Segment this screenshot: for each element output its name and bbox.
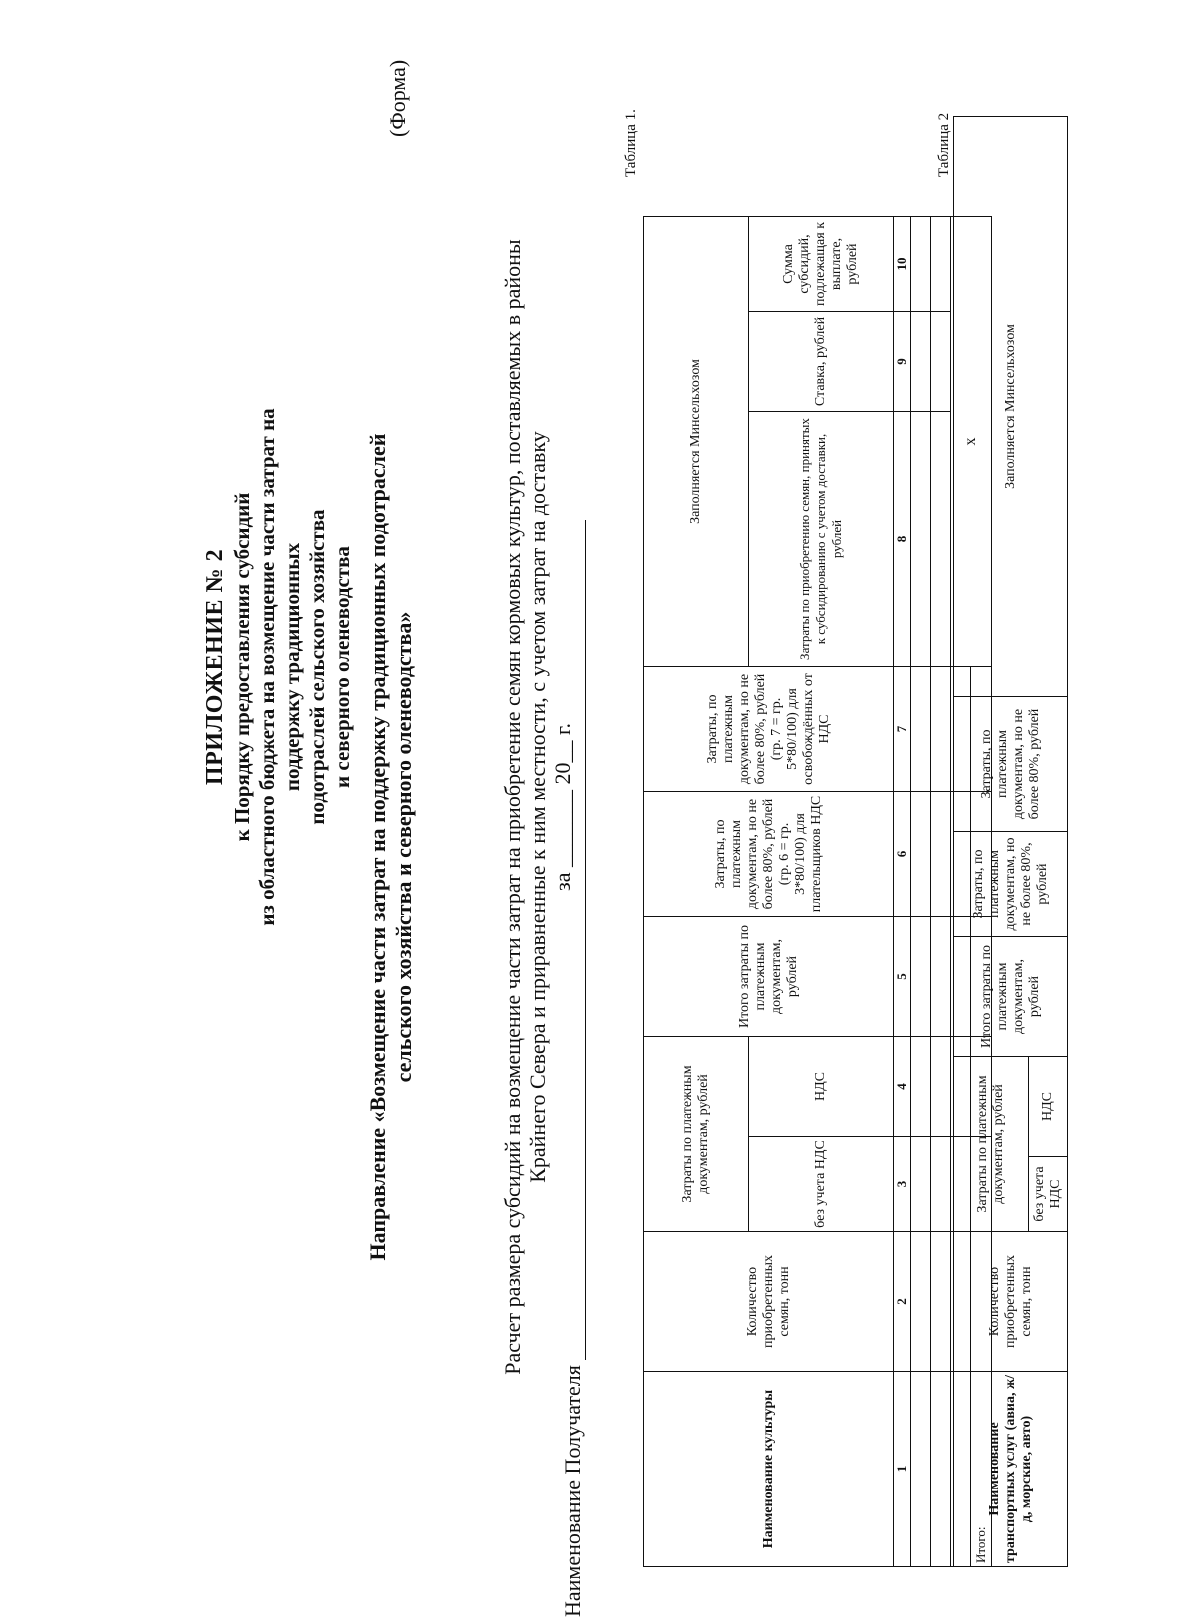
column-number: 10 [894, 217, 911, 312]
header-costs-group: Затраты по платежным документам, рублей [954, 1057, 1029, 1232]
table-cell[interactable] [911, 1137, 931, 1232]
table1-caption: Таблица 1. [623, 109, 639, 177]
header-ministry-group: Заполняется Минсельхозом [954, 117, 1068, 697]
calculation-period: за _______ 20__ г. [550, 723, 575, 891]
table-cell[interactable] [931, 667, 951, 792]
header-costs-group: Затраты по платежным документам, рублей [644, 1037, 749, 1232]
header-costs-vat-payers: Затраты, по платежным документам, но не более 80%, рублей (гр. 6 = гр. 3*80/100) для плательщиков НДС [644, 792, 894, 917]
table-cell[interactable] [931, 217, 951, 312]
column-number: 7 [894, 667, 911, 792]
header-rate: Ставка, рублей [749, 312, 894, 412]
table-cell[interactable] [931, 1372, 951, 1567]
header-ministry-group: Заполняется Минсельхозом [644, 217, 749, 667]
appendix-line: подотраслей сельского хозяйства [305, 509, 329, 825]
total-label: Итого: [971, 1372, 992, 1567]
column-number: 6 [894, 792, 911, 917]
appendix-line: к Порядку предоставления субсидий [230, 492, 254, 842]
table-cell[interactable] [931, 312, 951, 412]
table-cell[interactable] [931, 917, 951, 1037]
direction-title [365, 147, 417, 1547]
column-number: 8 [894, 412, 911, 667]
table1-side-blank [644, 22, 931, 217]
recipient-field [560, 517, 586, 1617]
column-number: 5 [894, 917, 911, 1037]
table-cell[interactable] [911, 1232, 931, 1372]
table2 [953, 116, 1068, 1567]
direction-line: Направление «Возмещение части затрат на поддержку традиционных подотраслей [365, 433, 390, 1261]
header-payable: Сумма субсидий, подлежащая к выплате, рублей [749, 217, 894, 312]
appendix-line: из областного бюджета на возмещение части затрат на [255, 408, 279, 926]
header-vat: НДС [749, 1037, 894, 1137]
header-total: Итого затраты по платежным документам, рублей [954, 937, 1068, 1057]
header-without-vat: без учета НДС [1029, 1157, 1068, 1232]
header-culture: Наименование культуры [644, 1372, 894, 1567]
column-number: 2 [894, 1232, 911, 1372]
appendix-title: ПРИЛОЖЕНИЕ № 2 [202, 548, 228, 786]
direction-line: сельского хозяйства и северного оленеводства» [391, 611, 416, 1083]
table-cell[interactable] [931, 412, 951, 667]
appendix-line: и северного оленеводства [330, 546, 354, 788]
header-transport: Наименование транспортных услуг (авиа, ж/д, морские, авто) [954, 1372, 1068, 1567]
column-number: 9 [894, 312, 911, 412]
table2-caption: Таблица 2 [936, 112, 952, 177]
appendix-line: поддержку традиционных [280, 542, 304, 792]
column-number: 4 [894, 1037, 911, 1137]
header-costs-vat-exempt: Затраты, по платежным документам, но не более 80%, рублей (гр. 7 = гр. 5*80/100) для освобождённых от НДС [644, 667, 894, 792]
form-label: (Форма) [385, 59, 410, 137]
calculation-line: Крайнего Севера и приравненные к ним местности, с учетом затрат на доставку [525, 431, 550, 1183]
header-subsidized: Затраты по приобретению семян, принятых к субсидированию с учетом доставки, рублей [749, 412, 894, 667]
header-costs-80b: Затраты, по платежным документам, но не более 80%, рублей [954, 697, 1068, 832]
table-cell[interactable] [931, 1232, 951, 1372]
appendix-header [200, 117, 355, 1217]
recipient-label: Наименование Получателя [560, 1365, 585, 1617]
table1 [643, 22, 992, 1568]
table-row [931, 22, 951, 1567]
table-cell[interactable] [931, 792, 951, 917]
recipient-input-line[interactable] [565, 520, 586, 1360]
header-without-vat: без учета НДС [749, 1137, 894, 1232]
total-mark: х [951, 217, 992, 667]
table-cell[interactable] [911, 1037, 931, 1137]
header-total: Итого затраты по платежным документам, рублей [644, 917, 894, 1037]
table-cell[interactable] [911, 667, 931, 792]
header-vat: НДС [1029, 1057, 1068, 1157]
table-cell[interactable] [911, 217, 931, 312]
calculation-line: Расчет размера субсидий на возмещение части затрат на приобретение семян кормовых культур, поставляемых в районы [500, 239, 525, 1375]
table-cell[interactable] [931, 1137, 951, 1232]
table-cell[interactable] [911, 312, 931, 412]
table-cell[interactable] [911, 412, 931, 667]
table-cell[interactable] [931, 1037, 951, 1137]
header-quantity: Количество приобретенных семян, тонн [644, 1232, 894, 1372]
table-cell[interactable] [911, 1372, 931, 1567]
table-cell[interactable] [911, 917, 931, 1037]
header-costs-80a: Затраты, по платежным документам, но не более 80%, рублей [954, 832, 1068, 937]
table-cell[interactable] [911, 792, 931, 917]
column-number: 1 [894, 1372, 911, 1567]
table-row [911, 22, 931, 1567]
header-quantity: Количество приобретенных семян, тонн [954, 1232, 1068, 1372]
column-number: 3 [894, 1137, 911, 1232]
